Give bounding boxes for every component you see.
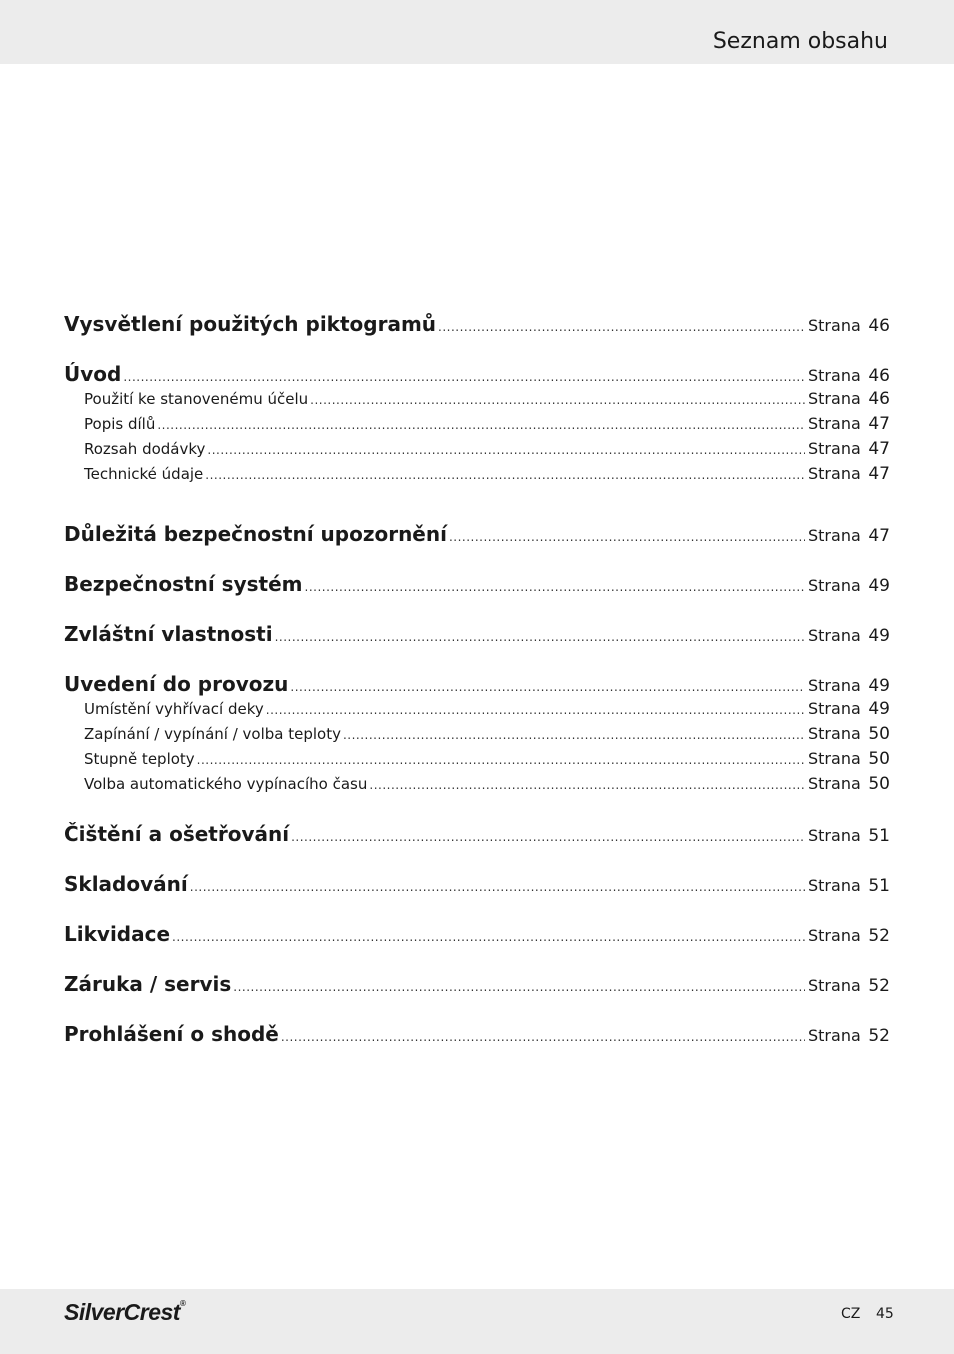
logo-registered-mark: ® (179, 1299, 186, 1308)
toc-entry (64, 922, 890, 946)
toc-entry-title: Volba automatického vypínacího času (84, 775, 368, 793)
page-number: 49 (868, 676, 890, 696)
header-band (0, 0, 954, 64)
dot-leader (305, 580, 806, 594)
page-label: Strana (808, 926, 861, 945)
toc-subentry (84, 414, 890, 434)
dot-leader (190, 880, 805, 894)
page-number: 46 (868, 316, 890, 336)
toc-subentry (84, 774, 890, 794)
dot-leader (310, 393, 805, 407)
page-label: Strana (808, 389, 861, 408)
page-label: Strana (808, 749, 861, 768)
toc-entry-title: Bezpečnostní systém (64, 572, 303, 596)
toc-entry (64, 362, 890, 386)
toc-entry-title: Čištění a ošetřování (64, 822, 290, 846)
toc-entry (64, 972, 890, 996)
page-label: Strana (808, 699, 861, 718)
toc-entry-title: Rozsah dodávky (84, 440, 206, 458)
toc-entry-title: Vysvětlení použitých piktogramů (64, 312, 437, 336)
footer-page-number: 45 (876, 1306, 894, 1322)
dot-leader (275, 630, 805, 644)
page-number: 52 (868, 1026, 890, 1046)
toc-subentry (84, 749, 890, 769)
dot-leader (266, 703, 805, 717)
toc-subentry (84, 724, 890, 744)
toc-entry (64, 622, 890, 646)
toc-entry-title: Důležitá bezpečnostní upozornění (64, 522, 447, 546)
page-label: Strana (808, 464, 861, 483)
toc-entry-title: Uvedení do provozu (64, 672, 289, 696)
toc-entry-title: Použití ke stanovenému účelu (84, 390, 309, 408)
logo-text-silver: Silver (64, 1299, 124, 1325)
toc-entry-title: Likvidace (64, 922, 171, 946)
toc-entry (64, 312, 890, 336)
page-number: 52 (868, 926, 890, 946)
page-number: 50 (868, 749, 890, 769)
page-label: Strana (808, 676, 861, 695)
page-number: 46 (868, 389, 890, 409)
page-number: 47 (868, 439, 890, 459)
toc-entry-title: Popis dílů (84, 415, 156, 433)
page-label: Strana (808, 526, 861, 545)
page-title: Seznam obsahu (712, 29, 888, 54)
toc-entry-title: Technické údaje (84, 465, 204, 483)
page-label: Strana (808, 626, 861, 645)
toc-entry-title: Prohlášení o shodě (64, 1022, 279, 1046)
toc-entry-title: Stupně teploty (84, 750, 195, 768)
page-number: 47 (868, 414, 890, 434)
toc-entry (64, 522, 890, 546)
toc-entry-title: Zvláštní vlastnosti (64, 622, 273, 646)
dot-leader (172, 930, 805, 944)
toc-entry-title: Skladování (64, 872, 188, 896)
page-number: 46 (868, 366, 890, 386)
dot-leader (343, 728, 805, 742)
dot-leader (291, 830, 805, 844)
toc-subentry (84, 464, 890, 484)
toc-entry (64, 1022, 890, 1046)
dot-leader (207, 443, 805, 457)
toc-subentry (84, 699, 890, 719)
dot-leader (369, 778, 805, 792)
toc-subentry (84, 439, 890, 459)
page-number: 49 (868, 626, 890, 646)
toc-entry-title: Záruka / servis (64, 972, 232, 996)
footer-language: CZ (841, 1306, 861, 1322)
page-number: 49 (868, 576, 890, 596)
page-number: 47 (868, 464, 890, 484)
silvercrest-logo (64, 1299, 185, 1326)
page-label: Strana (808, 724, 861, 743)
dot-leader (123, 370, 805, 384)
toc-entry (64, 872, 890, 896)
page-number: 50 (868, 774, 890, 794)
page-label: Strana (808, 826, 861, 845)
toc-entry-title: Zapínání / vypínání / volba teploty (84, 725, 341, 743)
toc-entry-title: Umístění vyhřívací deky (84, 700, 264, 718)
page-label: Strana (808, 1026, 861, 1045)
dot-leader (281, 1030, 805, 1044)
page-label: Strana (808, 366, 861, 385)
page-number: 50 (868, 724, 890, 744)
dot-leader (157, 418, 805, 432)
page-label: Strana (808, 876, 861, 895)
page-label: Strana (808, 576, 861, 595)
dot-leader (197, 753, 805, 767)
toc-entry (64, 572, 890, 596)
toc-entry-title: Úvod (64, 362, 122, 386)
page-label: Strana (808, 439, 861, 458)
page-label: Strana (808, 414, 861, 433)
page-number: 47 (868, 526, 890, 546)
page-number: 51 (868, 826, 890, 846)
page-number: 51 (868, 876, 890, 896)
dot-leader (438, 320, 805, 334)
page-label: Strana (808, 774, 861, 793)
toc-subentry (84, 389, 890, 409)
logo-text-crest: Crest (123, 1299, 180, 1325)
dot-leader (205, 468, 805, 482)
dot-leader (233, 980, 805, 994)
page-number: 49 (868, 699, 890, 719)
page-label: Strana (808, 316, 861, 335)
toc-entry (64, 672, 890, 696)
dot-leader (449, 530, 805, 544)
page-label: Strana (808, 976, 861, 995)
dot-leader (290, 680, 805, 694)
toc-entry (64, 822, 890, 846)
page-number: 52 (868, 976, 890, 996)
